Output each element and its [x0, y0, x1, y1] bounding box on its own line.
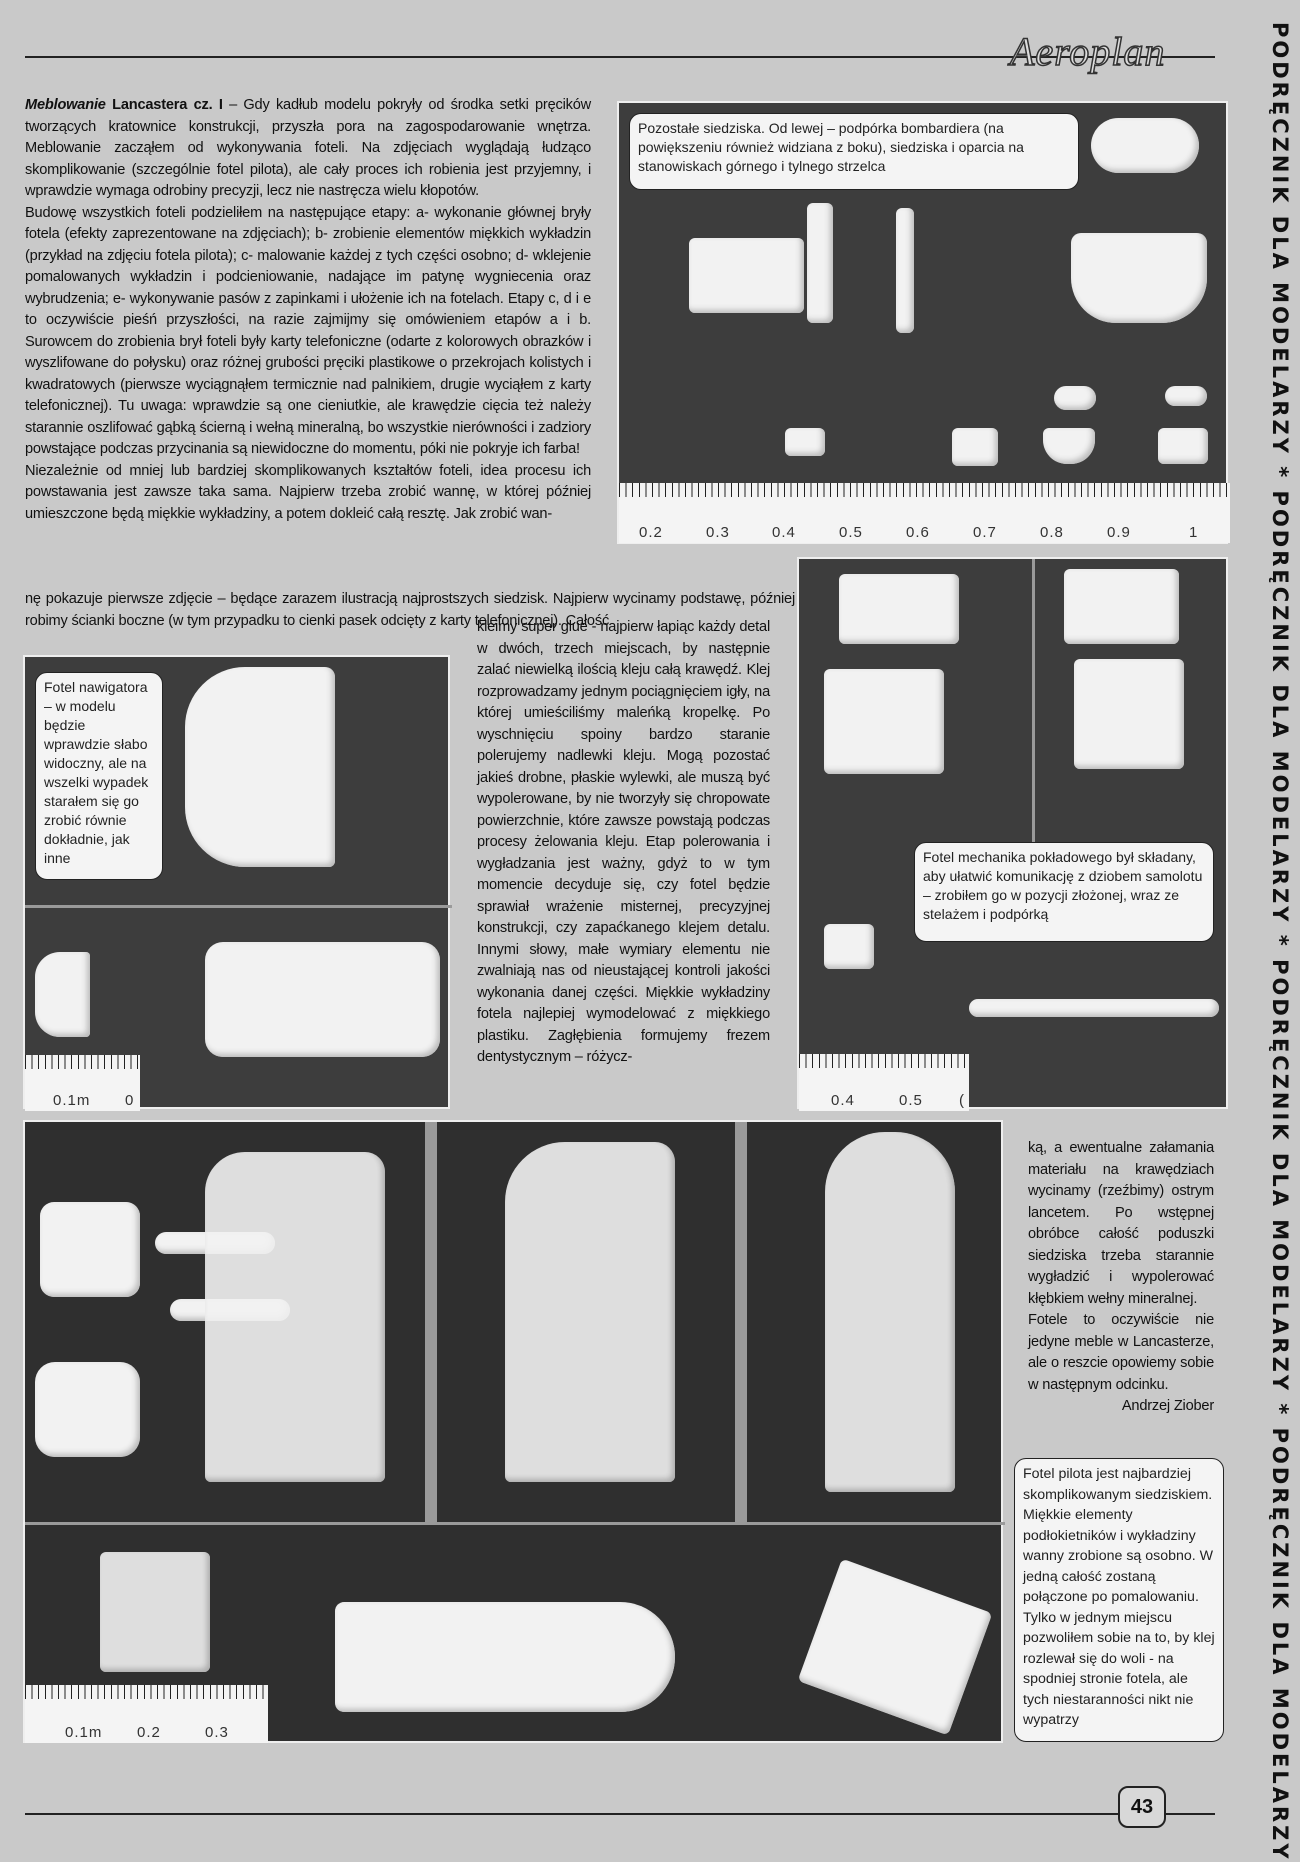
- small-oval-2: [1165, 386, 1207, 406]
- magazine-logo: Aeroplan: [1010, 29, 1166, 74]
- navigator-seat-small: [35, 952, 90, 1037]
- photo-divider: [25, 1522, 1005, 1525]
- small-seat-1: [785, 428, 825, 456]
- small-oval-1: [1054, 386, 1096, 410]
- paragraph-1: – Gdy kadłub modelu pokryły od środka setki pręcików tworzących kratownice konstrukcji, przyszła pora na zagospodarowanie wnętrza. Meblowanie zacząłem od wykonywania foteli. Na zdjęciach wyglądają łudząco skomplikowanie (szczególnie fotel pilota), ale cały proces ich robienia jest przyjemny, i wprawdzie wymaga odrobiny precyzji, lecz nie nastręcza wielu kłopotów.: [25, 97, 591, 199]
- paragraph-3b: nę pokazuje pierwsze zdjęcie – będące zarazem ilustracją najprostszych siedzisk. Najpierw wycinamy podstawę, później robimy ścianki boczne (w tym przypadku to cienki pasek odcięty z karty telefonicznej). Całość: [25, 591, 795, 629]
- photo-divider: [425, 1122, 437, 1522]
- rear-gunner-back-part: [1071, 233, 1207, 323]
- ruler-label: 0.9: [1107, 524, 1131, 541]
- side-banner-text: PODRĘCZNIK DLA MODELARZY * PODRĘCZNIK DLA MODELARZY * PODRĘCZNIK DLA MODELARZY * PODRĘCZNIK DLA MODELARZY: [1268, 22, 1292, 1862]
- photo-divider: [25, 905, 452, 908]
- page-number: 43: [1118, 1786, 1166, 1828]
- footer-rule: [25, 1813, 1215, 1815]
- ruler-label: (: [959, 1092, 965, 1109]
- ruler-label: 0.4: [831, 1092, 855, 1109]
- photo-divider: [1032, 559, 1035, 877]
- ruler-label: 0.3: [205, 1724, 229, 1741]
- paragraph-3a: Niezależnie od mniej lub bardziej skomplikowanych kształtów foteli, idea procesu ich powstawania jest zawsze taka sama. Najpierw trzeba zrobić wannę, w której później umieszczone będą miękkie wykładziny, a potem dokleić całą resztę. Jak zrobić wan-: [25, 462, 591, 522]
- small-seat-3: [1043, 428, 1095, 464]
- pilot-seat-top-view: [335, 1602, 675, 1712]
- bomb-aimer-rest-side-part: [807, 203, 833, 323]
- ruler-label: 0.8: [1040, 524, 1064, 541]
- navigator-seat-top-view: [205, 942, 440, 1057]
- pilot-seat-small: [100, 1552, 210, 1672]
- ruler-label: 0.1m: [65, 1724, 103, 1741]
- ruler-pilot: [25, 1685, 268, 1743]
- intro-paragraph: [25, 95, 591, 203]
- caption-navigator: Fotel nawigatora – w modelu będzie wprawdzie słabo widoczny, ale na wszelki wypadek starałem się go zrobić równie dokładnie, jak inne: [35, 672, 163, 880]
- paragraph-5: ką, a ewentualne załamania materiału na krawędziach wycinamy (rzeźbimy) ostrym lancetem. Po wstępnej obróbce całość poduszki siedziska trzeba starannie wygładzić i wypolerować kłębkiem wełny mineralnej.: [1028, 1140, 1214, 1307]
- navigator-seat-large: [185, 667, 335, 867]
- paragraph-2: Budowę wszystkich foteli podzieliłem na następujące etapy: a- wykonanie głównej bryły fotela (efekty zaprezentowane na zdjęciach); b- zrobienie elementów miękkich wykładzin (przykład na zdjęciu fotela pilota); c- malowanie każdej z tych części osobno; d- wklejenie pomalowanych wykładzin i podcieniowanie, nadające im patynę wygniecenia oraz wybrudzenia; e- wykonywanie pasów z zapinkami i ułożenie ich na fotelach. Etapy c, d i e to oczywiście pieśń przyszłości, na razie zajmijmy się omówieniem etapów a i b. Surowcem do zrobienia brył foteli były karty telefoniczne (odarte z kolorowych obrazków i wyszlifowane do połysku) oraz różnej grubości pręciki plastikowe o przekrojach kolistych i kwadratowych (pierwsze wyciągnąłem termicznie nad palnikiem, drugie wyciąłem z karty telefonicznej). Tu uwaga: wprawdzie są one cieniutkie, ale krawędzie cięcia też należy starannie oszlifować gąbką ścierną i wełną mineralną, bo wszystkie nierówności i zadziory powstające podczas przycinania są niewidoczne do momentu, póki nie pokryje ich farba!: [25, 204, 591, 457]
- ruler-label: 0: [125, 1092, 135, 1109]
- photo-navigator-seat: [23, 655, 450, 1109]
- engineer-seat-folded-pan: [1074, 659, 1184, 769]
- engineer-small-seat: [824, 924, 874, 969]
- pilot-backrest-cushion: [40, 1202, 140, 1297]
- ruler-label: 1: [1189, 524, 1199, 541]
- engineer-seat-back: [839, 574, 959, 644]
- caption-other-seats: Pozostałe siedziska. Od lewej – podpórka bombardiera (na powiększeniu również widziana z boku), siedziska i oparcia na stanowiskach górnego i tylnego strzelca: [629, 113, 1079, 190]
- photo-pilot-seat: [23, 1120, 1003, 1743]
- ruler-top-right: [619, 483, 1230, 543]
- small-seat-4: [1158, 428, 1208, 464]
- pilot-seat-underside: [798, 1559, 993, 1736]
- ruler-label: 0.3: [706, 524, 730, 541]
- upper-gunner-seat-part: [896, 208, 914, 333]
- ruler-label: 0.6: [906, 524, 930, 541]
- ruler-label: 0.2: [639, 524, 663, 541]
- ruler-label: 0.5: [899, 1092, 923, 1109]
- article-title-rest: Lancastera cz. I: [105, 97, 223, 113]
- ruler-label: 0.1m: [53, 1092, 91, 1109]
- pilot-seat-side-2: [505, 1142, 675, 1482]
- article-column-right: [1028, 1138, 1214, 1418]
- engineer-seat-folded-back: [1064, 569, 1179, 644]
- oval-cushion-part: [1091, 118, 1199, 173]
- ruler-label: 0.2: [137, 1724, 161, 1741]
- engineer-frame-side: [969, 999, 1219, 1017]
- paragraph-6: Fotele to oczywiście nie jedyne meble w Lancasterze, ale o reszcie opowiemy sobie w następnym odcinku.: [1028, 1312, 1214, 1393]
- paragraph-4: kleimy super glue - najpierw łapiąc każdy detal w dwóch, trzech miejscach, by następnie zalać niewielką ilością kleju całą krawędź. Klej rozprowadzamy jednym pociągnięciem igły, na której umieściliśmy maleńką kropelkę. Po wyschnięciu spoiny bardzo staranie polerujemy nadlewki kleju. Mogą pozostać jakieś drobne, płaskie wylewki, ale muszą być wypolerowane, by nie tworzyły się chropowate powierzchnie, które zawsze powstają podczas procesy żelowania kleju. Etap polerowania i wygładzania jest ważny, gdyż to w tym momencie decyduje się, czy fotel będzie sprawiał wrażenie misternej, precyzyjnej konstrukcji, czy zapaćkanego klejem detalu. Innymi słowy, małe wymiary elementu nie zwalniają nas od nieustającej kontroli jakości wykonania danej części. Miękkie wykładziny fotela najlepiej wymodelować z miękkiego plastiku. Zagłębienia formujemy frezem dentystycznym – różycz-: [477, 619, 770, 1065]
- side-banner: [1240, 22, 1292, 1862]
- caption-engineer: Fotel mechanika pokładowego był składany, aby ułatwić komunikację z dziobem samolotu – zrobiłem go w pozycji złożonej, wraz ze stelażem i podpórką: [914, 842, 1214, 942]
- article-column-left: [25, 95, 591, 525]
- small-seat-2: [952, 428, 998, 466]
- pilot-seat-side-1: [205, 1152, 385, 1482]
- ruler-label: 0.7: [973, 524, 997, 541]
- caption-pilot: Fotel pilota jest najbardziej skomplikowanym siedziskiem. Miękkie elementy podłokietników i wykładziny wanny zrobione są osobno. W jedną całość zostaną połączone po pomalowaniu. Tylko w jednym miejscu pozwoliłem sobie na to, by klej rozlewał się do woli - na spodniej stronie fotela, ale tych niestaranności nikt nie wypatrzy: [1014, 1458, 1224, 1742]
- photo-engineer-seat: [797, 557, 1228, 1109]
- pilot-seat-front: [825, 1132, 955, 1492]
- engineer-seat-pan: [824, 669, 944, 774]
- article-title-italic: Meblowanie: [25, 97, 106, 113]
- ruler-navigator: [25, 1055, 140, 1111]
- bomb-aimer-rest-part: [689, 238, 804, 313]
- author-name: Andrzej Ziober: [1121, 1398, 1214, 1414]
- ruler-label: 0.4: [772, 524, 796, 541]
- photo-divider: [735, 1122, 747, 1522]
- pilot-seat-cushion: [35, 1362, 140, 1457]
- ruler-engineer: [799, 1054, 969, 1111]
- ruler-label: 0.5: [839, 524, 863, 541]
- photo-other-seats: [617, 101, 1228, 544]
